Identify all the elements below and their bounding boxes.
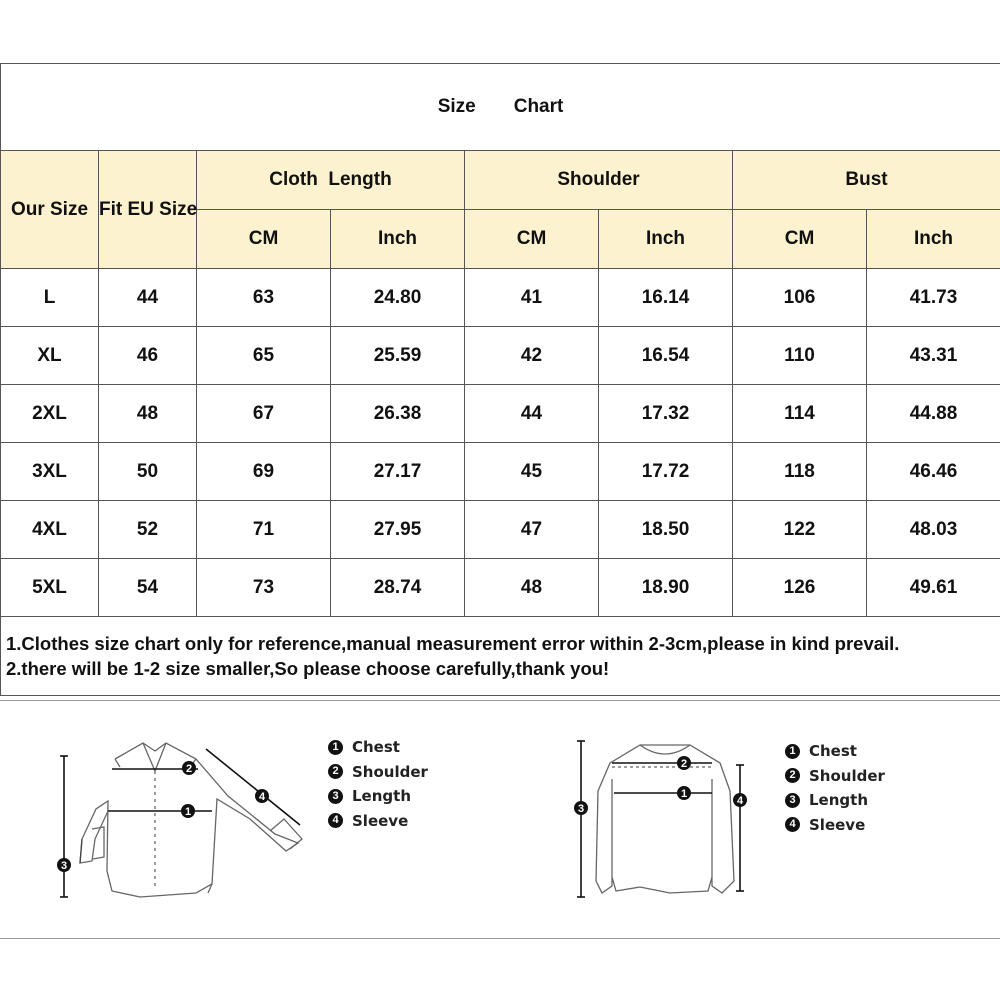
sweater-illustration <box>596 745 734 893</box>
legend-item <box>328 809 428 834</box>
marker-1-label: 1 <box>680 788 688 800</box>
sweater-measure-lines <box>577 741 744 897</box>
cell-bust-cm: 122 <box>733 501 867 559</box>
table-row <box>1 269 1000 327</box>
marker-4-label: 4 <box>258 791 266 803</box>
cell-shoulder-cm: 44 <box>465 385 599 443</box>
legend-item <box>785 813 885 838</box>
legend-label: Length <box>352 787 411 806</box>
cell-length-cm: 69 <box>197 443 331 501</box>
cell-eu-size: 46 <box>99 327 197 385</box>
cell-size: XL <box>1 327 99 385</box>
cell-length-cm: 73 <box>197 559 331 617</box>
legend-item <box>785 739 885 764</box>
marker-2-label: 2 <box>680 758 688 770</box>
legend-number: 4 <box>785 817 800 832</box>
cell-length-inch: 26.38 <box>331 385 465 443</box>
cell-bust-cm: 110 <box>733 327 867 385</box>
cell-eu-size: 50 <box>99 443 197 501</box>
table-row <box>1 443 1000 501</box>
cell-bust-inch: 43.31 <box>867 327 1000 385</box>
table-row <box>1 385 1000 443</box>
marker-3-label: 3 <box>577 803 585 815</box>
title-word-size: Size <box>437 96 476 117</box>
cell-size: 4XL <box>1 501 99 559</box>
marker-3-label: 3 <box>60 860 68 872</box>
cell-shoulder-cm: 41 <box>465 269 599 327</box>
legend-item <box>785 788 885 813</box>
cell-eu-size: 44 <box>99 269 197 327</box>
header-our-size: Our Size <box>1 151 99 269</box>
legend-number: 3 <box>785 793 800 808</box>
chart-title <box>1 64 1000 151</box>
note-line-2: 2.there will be 1-2 size smaller,So please choose carefully,thank you! <box>6 658 610 679</box>
legend-number: 1 <box>328 740 343 755</box>
table-row <box>1 501 1000 559</box>
legend-number: 1 <box>785 744 800 759</box>
cell-length-cm: 67 <box>197 385 331 443</box>
legend-label: Sleeve <box>352 811 409 830</box>
cell-bust-inch: 46.46 <box>867 443 1000 501</box>
cell-length-inch: 25.59 <box>331 327 465 385</box>
cell-bust-cm: 118 <box>733 443 867 501</box>
legend-label: Length <box>809 791 868 810</box>
legend-item <box>328 760 428 785</box>
cell-shoulder-inch: 17.32 <box>599 385 733 443</box>
cell-bust-inch: 49.61 <box>867 559 1000 617</box>
notes-cell <box>1 617 1000 696</box>
cell-shoulder-inch: 18.90 <box>599 559 733 617</box>
legend-label: Chest <box>352 738 400 757</box>
cell-bust-inch: 48.03 <box>867 501 1000 559</box>
cell-shoulder-inch: 18.50 <box>599 501 733 559</box>
cell-length-inch: 27.17 <box>331 443 465 501</box>
cell-eu-size: 54 <box>99 559 197 617</box>
header-bust: Bust <box>733 151 1000 210</box>
shirt-measure-lines <box>60 749 300 897</box>
cell-shoulder-cm: 47 <box>465 501 599 559</box>
header-shoulder-inch: Inch <box>599 210 733 269</box>
cell-eu-size: 48 <box>99 385 197 443</box>
table-row <box>1 327 1000 385</box>
marker-1-label: 1 <box>184 806 192 818</box>
cell-shoulder-inch: 17.72 <box>599 443 733 501</box>
header-shoulder: Shoulder <box>465 151 733 210</box>
cell-size: L <box>1 269 99 327</box>
legend-number: 2 <box>328 764 343 779</box>
shirt-legend <box>328 735 428 833</box>
marker-2-label: 2 <box>185 763 193 775</box>
cell-shoulder-cm: 45 <box>465 443 599 501</box>
legend-number: 3 <box>328 789 343 804</box>
cell-bust-inch: 44.88 <box>867 385 1000 443</box>
legend-label: Chest <box>809 742 857 761</box>
cell-bust-inch: 41.73 <box>867 269 1000 327</box>
cell-shoulder-inch: 16.54 <box>599 327 733 385</box>
legend-number: 4 <box>328 813 343 828</box>
legend-label: Sleeve <box>809 815 866 834</box>
cell-length-cm: 65 <box>197 327 331 385</box>
header-shoulder-cm: CM <box>465 210 599 269</box>
marker-4-label: 4 <box>736 795 744 807</box>
cell-length-inch: 28.74 <box>331 559 465 617</box>
cell-bust-cm: 106 <box>733 269 867 327</box>
header-bust-inch: Inch <box>867 210 1000 269</box>
cell-length-inch: 27.95 <box>331 501 465 559</box>
header-bust-cm: CM <box>733 210 867 269</box>
shirt-markers <box>57 761 269 872</box>
size-chart-table <box>0 63 1000 696</box>
cell-shoulder-inch: 16.14 <box>599 269 733 327</box>
legend-label: Shoulder <box>352 762 428 781</box>
cell-shoulder-cm: 48 <box>465 559 599 617</box>
cell-length-inch: 24.80 <box>331 269 465 327</box>
header-fit-eu-size: Fit EU Size <box>99 151 197 269</box>
cell-bust-cm: 126 <box>733 559 867 617</box>
cell-bust-cm: 114 <box>733 385 867 443</box>
cell-length-cm: 63 <box>197 269 331 327</box>
cell-eu-size: 52 <box>99 501 197 559</box>
legend-item <box>328 735 428 760</box>
cell-size: 3XL <box>1 443 99 501</box>
measurement-diagram <box>0 700 1000 939</box>
legend-number: 2 <box>785 768 800 783</box>
cell-size: 5XL <box>1 559 99 617</box>
header-cloth-length-inch: Inch <box>331 210 465 269</box>
note-line-1: 1.Clothes size chart only for reference,manual measurement error within 2-3cm,please in kind prevail. <box>6 633 900 654</box>
cell-size: 2XL <box>1 385 99 443</box>
legend-label: Shoulder <box>809 766 885 785</box>
legend-item <box>328 784 428 809</box>
cell-shoulder-cm: 42 <box>465 327 599 385</box>
title-word-chart: Chart <box>513 96 564 117</box>
cell-length-cm: 71 <box>197 501 331 559</box>
table-row <box>1 559 1000 617</box>
legend-item <box>785 764 885 789</box>
header-cloth-length: Cloth Length <box>197 151 465 210</box>
header-cloth-length-cm: CM <box>197 210 331 269</box>
sweater-legend <box>785 739 885 837</box>
